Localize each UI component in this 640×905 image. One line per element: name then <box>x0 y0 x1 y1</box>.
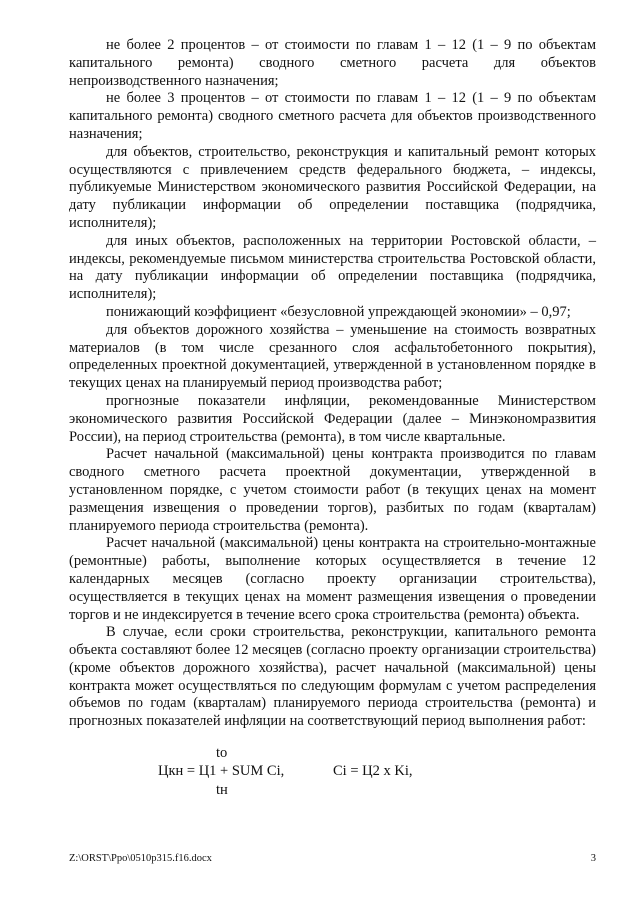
paragraph: не более 2 процентов – от стоимости по главам 1 – 12 (1 – 9 по объектам капитального ремонта) сводного сметного расчета для объектов непроизводственного назначения; <box>69 37 596 89</box>
formula-secondary: Ci = Ц2 x Ki, <box>333 763 413 779</box>
formula-main: Цкн = Ц1 + SUM Ci, <box>158 763 285 779</box>
paragraph: Расчет начальной (максимальной) цены контракта на строительно-монтажные (ремонтные) работы, выполнение которых осуществляется в течение 12 календарных месяцев (согласно проекту организации строительства), осуществляется в текущих ценах на момент размещения извещения о проведении торгов и не индексируется в течение всего срока строительства (ремонта) объекта. <box>69 535 596 623</box>
paragraph: для объектов дорожного хозяйства – уменьшение на стоимость возвратных материалов (в том числе срезанного слоя асфальтобетонного покрытия), определенных проектной документацией, утвержденной в установленном порядке в текущих ценах на планируемый период производства работ; <box>69 321 596 392</box>
footer-file-path: Z:\ORST\Ppo\0510p315.f16.docx <box>69 853 212 864</box>
paragraph: для объектов, строительство, реконструкция и капитальный ремонт которых осуществляются с привлечением средств федерального бюджета, – индексы, публикуемые Министерством экономического развития Российской Федерации, на дату публикации информации об определении поставщика (подрядчика, исполнителя); <box>69 143 596 231</box>
paragraph: для иных объектов, расположенных на территории Ростовской области, – индексы, рекомендуемые письмом министерства строительства Ростовской области, на дату публикации информации об определении поставщика (подрядчика, исполнителя); <box>69 232 596 303</box>
paragraph: Расчет начальной (максимальной) цены контракта производится по главам сводного сметного расчета проектной документации, утвержденной в установленном порядке, с учетом стоимости работ (в текущих ценах на момент размещения извещения о проведении торгов), разбитых по годам (кварталам) планируемого периода строительства (ремонта). <box>69 446 596 534</box>
paragraph: понижающий коэффициент «безусловной упреждающей экономии» – 0,97; <box>106 303 571 320</box>
document-body <box>69 37 596 731</box>
paragraph: не более 3 процентов – от стоимости по главам 1 – 12 (1 – 9 по объектам капитального ремонта) сводного сметного расчета для объектов производственного назначения; <box>69 90 596 142</box>
paragraph: В случае, если сроки строительства, реконструкции, капитального ремонта объекта составляют более 12 месяцев (согласно проекту организации строительства) (кроме объектов дорожного хозяйства), расчет начальной (максимальной) цены контракта может осуществляться по следующим формулам с учетом распределения объемов по годам (кварталам) планируемого периода строительства (ремонта) и прогнозных показателей инфляции на соответствующий период выполнения работ: <box>69 624 596 730</box>
page-number: 3 <box>590 853 596 864</box>
formula-block <box>0 745 640 805</box>
formula-lower-limit: tн <box>216 782 228 798</box>
paragraph: прогнозные показатели инфляции, рекомендованные Министерством экономического развития Российской Федерации (далее – Минэкономразвития России), на период строительства (ремонта), в том числе квартальные. <box>69 392 596 445</box>
formula-upper-limit: to <box>216 745 228 761</box>
